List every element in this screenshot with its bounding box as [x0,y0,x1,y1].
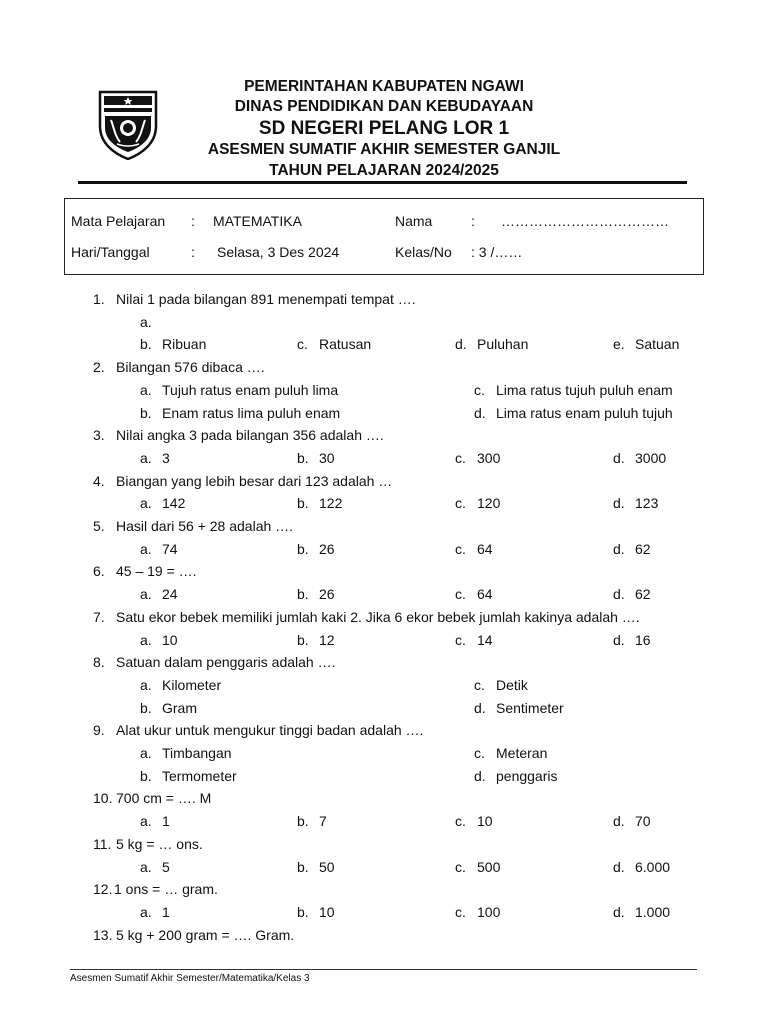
option-letter[interactable]: d. [455,336,467,353]
option-letter[interactable]: a. [140,745,152,761]
question-text: 700 cm = …. M [116,790,212,807]
option-letter[interactable]: a. [140,631,152,648]
subject-colon: : [191,213,195,229]
subject-label: Mata Pelajaran [71,213,166,229]
question-text: Alat ukur untuk mengukur tinggi badan adalah …. [116,722,424,739]
subject-value: MATEMATIKA [213,213,302,229]
option-a-text[interactable]: 1 [162,903,170,920]
question-number: 13. [93,926,113,943]
question-text: Biangan yang lebih besar dari 123 adalah … [116,472,393,489]
option-a-blank[interactable]: a. [140,313,152,330]
header-divider [78,181,687,184]
question-number: 3. [93,427,105,444]
option-letter[interactable]: d. [474,767,486,784]
option-letter[interactable]: d. [474,699,486,716]
question-number: 12. [93,881,113,898]
option-b-text[interactable]: Ribuan [162,336,207,353]
question-number: 4. [93,472,105,489]
government-title: PEMERINTAHAN KABUPATEN NGAWI [244,78,524,95]
option-c-text[interactable]: 10 [477,813,493,830]
student-info-box [64,198,704,275]
option-letter[interactable]: c. [474,381,485,398]
option-c-text[interactable]: 300 [477,449,501,466]
option-b-text[interactable]: 50 [319,858,335,875]
option-c-text[interactable]: Lima ratus tujuh puluh enam [496,381,673,398]
option-d-text[interactable]: 16 [635,631,651,648]
option-letter[interactable]: c. [455,903,466,920]
department-title: DINAS PENDIDIKAN DAN KEBUDAYAAN [234,98,534,115]
option-c-text[interactable]: Meteran [496,745,548,761]
option-letter[interactable]: c. [455,858,466,875]
option-c-text[interactable]: 500 [477,858,501,875]
day-colon: : [191,244,195,260]
question-text: Nilai angka 3 pada bilangan 356 adalah …. [116,427,384,444]
option-letter[interactable]: b. [297,813,309,830]
option-c-text[interactable]: Detik [496,676,528,693]
option-letter[interactable]: b. [140,404,152,421]
option-b-text[interactable]: 10 [319,903,335,920]
option-a-text[interactable]: 24 [162,586,178,603]
option-letter[interactable]: a. [140,586,152,603]
option-letter[interactable]: a. [140,858,152,875]
option-letter[interactable]: d. [613,903,625,920]
option-d-text[interactable]: 1.000 [635,903,671,920]
option-letter[interactable]: b. [297,586,309,603]
option-c-text[interactable]: 120 [477,495,501,512]
option-letter[interactable]: b. [140,699,152,716]
option-b-text[interactable]: 30 [319,449,335,466]
option-a-text[interactable]: 1 [162,813,170,830]
option-a-text[interactable]: Kilometer [162,676,222,693]
option-letter[interactable]: c. [455,631,466,648]
option-a-text[interactable]: Tujuh ratus enam puluh lima [162,381,339,398]
question-text: 5 kg + 200 gram = …. Gram. [116,926,295,943]
question-text: Satu ekor bebek memiliki jumlah kaki 2. Jika 6 ekor bebek jumlah kakinya adalah …. [116,608,640,625]
name-colon: : [471,213,475,229]
question-number: 8. [93,654,105,671]
option-d-text[interactable]: 3000 [635,449,667,466]
option-letter[interactable]: a. [140,813,152,830]
option-letter[interactable]: b. [297,858,309,875]
option-letter[interactable]: b. [297,903,309,920]
question-text: Hasil dari 56 + 28 adalah …. [116,518,294,534]
option-c-text[interactable]: Ratusan [319,336,372,353]
option-d-text[interactable]: 123 [635,495,659,512]
option-d-text[interactable]: Sentimeter [496,699,564,716]
option-letter[interactable]: c. [297,336,308,353]
day-value: Selasa, 3 Des 2024 [217,244,340,260]
option-letter[interactable]: d. [613,449,625,466]
option-letter[interactable]: c. [455,540,466,557]
option-letter[interactable]: a. [140,449,152,466]
option-c-text[interactable]: 64 [477,586,493,603]
option-letter[interactable]: b. [140,336,152,353]
option-a-text[interactable]: 74 [162,540,178,557]
option-letter[interactable]: d. [613,813,625,830]
question-number: 10. [93,790,113,807]
option-letter[interactable]: b. [297,495,309,512]
option-letter[interactable]: a. [140,381,152,398]
option-d-text[interactable]: 70 [635,813,651,830]
option-b-text[interactable]: 7 [319,813,327,830]
option-letter[interactable]: d. [613,631,625,648]
option-letter[interactable]: e. [613,336,625,353]
school-name: SD NEGERI PELANG LOR 1 [258,118,510,139]
option-letter[interactable]: b. [297,449,309,466]
option-b-text[interactable]: 12 [319,631,335,648]
day-label: Hari/Tanggal [71,244,150,260]
option-letter[interactable]: a. [140,540,152,557]
option-letter[interactable]: d. [613,586,625,603]
name-label: Nama [395,213,433,229]
option-a-text[interactable]: Timbangan [162,745,232,761]
option-a-text[interactable]: 3 [162,449,170,466]
option-d-text[interactable]: 6.000 [635,858,671,875]
option-c-text[interactable]: 100 [477,903,501,920]
option-b-text[interactable]: Enam ratus lima puluh enam [162,404,341,421]
option-letter[interactable]: b. [140,767,152,784]
option-letter[interactable]: d. [613,858,625,875]
class-label: Kelas/No [395,244,452,260]
question-text: 1 ons = … gram. [114,881,218,898]
option-letter[interactable]: c. [455,813,466,830]
option-letter[interactable]: a. [140,903,152,920]
page-footer: Asesmen Sumatif Akhir Semester/Matematika/Kelas 3 [70,973,310,984]
option-letter[interactable]: d. [474,404,486,421]
option-letter[interactable]: a. [140,676,152,693]
option-b-text[interactable]: 26 [319,586,335,603]
class-value[interactable]: : 3 /…… [471,244,523,260]
question-text: Bilangan 576 dibaca …. [116,359,265,376]
option-letter[interactable]: b. [297,631,309,648]
question-number: 11. [93,835,112,852]
option-letter[interactable]: c. [474,676,485,693]
option-b-text[interactable]: 26 [319,540,335,557]
question-number: 7. [93,608,105,625]
option-letter[interactable]: d. [613,540,625,557]
option-letter[interactable]: c. [455,586,466,603]
question-text: 45 – 19 = …. [116,563,197,580]
option-d-text[interactable]: Puluhan [477,336,529,353]
question-text: 5 kg = … ons. [116,835,203,852]
question-number: 1. [93,291,105,307]
option-letter[interactable]: c. [474,745,485,761]
question-text: Nilai 1 pada bilangan 891 menempati tempat …. [116,291,416,307]
footer-divider [70,969,697,970]
option-a-text[interactable]: 142 [162,495,186,512]
option-b-text[interactable]: Gram [162,699,197,716]
option-letter[interactable]: c. [455,495,466,512]
question-number: 6. [93,563,105,580]
question-number: 9. [93,722,105,739]
option-d-text[interactable]: Lima ratus enam puluh tujuh [496,404,673,421]
academic-year: TAHUN PELAJARAN 2024/2025 [269,162,499,179]
option-d-text[interactable]: 62 [635,586,651,603]
option-letter[interactable]: d. [613,495,625,512]
option-letter[interactable]: b. [297,540,309,557]
option-e-text[interactable]: Satuan [635,336,680,353]
exam-title: ASESMEN SUMATIF AKHIR SEMESTER GANJIL [207,141,561,158]
option-a-text[interactable]: 5 [162,858,170,875]
option-a-text[interactable]: 10 [162,631,178,648]
option-c-text[interactable]: 64 [477,540,493,557]
option-b-text[interactable]: Termometer [162,767,237,784]
option-d-text[interactable]: penggaris [496,767,558,784]
option-d-text[interactable]: 62 [635,540,651,557]
option-letter[interactable]: c. [455,449,466,466]
question-number: 2. [93,359,105,376]
option-c-text[interactable]: 14 [477,631,493,648]
question-number: 5. [93,518,105,534]
name-value[interactable]: ……………………………… [501,213,669,229]
option-letter[interactable]: a. [140,495,152,512]
question-text: Satuan dalam penggaris adalah …. [116,654,336,671]
option-b-text[interactable]: 122 [319,495,343,512]
